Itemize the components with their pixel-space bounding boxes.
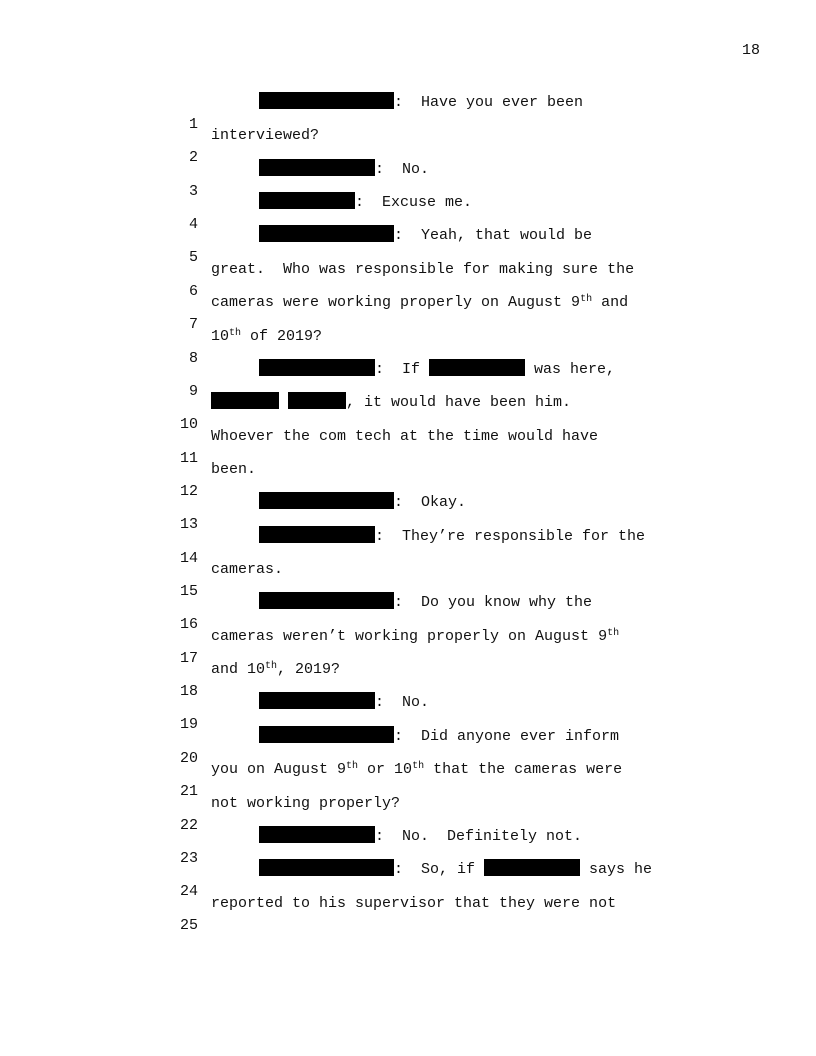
redaction-box bbox=[259, 492, 394, 509]
redaction-box bbox=[259, 726, 394, 743]
line-text: : Do you know why the bbox=[259, 592, 592, 614]
redaction-box bbox=[259, 225, 394, 242]
line-text: : No. bbox=[259, 692, 429, 714]
line-text: great. Who was responsible for making sure the bbox=[211, 260, 635, 278]
line-number: 17 bbox=[179, 649, 198, 667]
redaction-box bbox=[259, 159, 375, 176]
line-text: : Did anyone ever inform bbox=[259, 726, 619, 748]
transcript-line bbox=[0, 592, 816, 634]
transcript-line bbox=[0, 692, 816, 734]
transcript-line bbox=[0, 159, 816, 200]
line-text: : Okay. bbox=[259, 492, 466, 514]
redaction-box bbox=[259, 192, 355, 209]
transcript-line bbox=[0, 793, 816, 834]
line-number: 1 bbox=[188, 116, 198, 133]
line-number: 11 bbox=[179, 449, 198, 467]
line-number: 14 bbox=[179, 549, 198, 567]
line-number: 4 bbox=[188, 216, 198, 234]
transcript-body bbox=[0, 92, 816, 934]
line-number: 10 bbox=[179, 416, 198, 434]
transcript-line bbox=[0, 659, 816, 701]
line-number: 3 bbox=[188, 182, 198, 200]
redaction-box bbox=[288, 392, 346, 409]
redaction-box bbox=[484, 859, 580, 876]
line-text: : So, if says he bbox=[259, 859, 652, 881]
line-text: reported to his supervisor that they were not bbox=[211, 894, 617, 912]
line-number: 7 bbox=[188, 316, 198, 334]
line-text: and 10th, 2019? bbox=[211, 661, 341, 679]
line-number: 2 bbox=[188, 149, 198, 167]
line-text: : Excuse me. bbox=[259, 192, 472, 214]
line-text: 10th of 2019? bbox=[211, 327, 323, 345]
line-text: : Have you ever been bbox=[259, 92, 583, 114]
transcript-line bbox=[0, 826, 816, 867]
line-number: 12 bbox=[179, 482, 198, 500]
line-text: : Yeah, that would be bbox=[259, 225, 592, 247]
line-text: , it would have been him. bbox=[211, 392, 571, 414]
transcript-line bbox=[0, 225, 816, 267]
transcript-line bbox=[0, 259, 816, 300]
transcript-line bbox=[0, 893, 816, 934]
transcript-line bbox=[0, 192, 816, 234]
page-number: 18 bbox=[742, 42, 761, 59]
line-text: : They’re responsible for the bbox=[259, 526, 645, 548]
line-number: 19 bbox=[179, 716, 198, 734]
transcript-line bbox=[0, 759, 816, 801]
line-number: 16 bbox=[179, 616, 198, 634]
line-number: 5 bbox=[188, 249, 198, 267]
transcript-line bbox=[0, 626, 816, 667]
line-number: 22 bbox=[179, 816, 198, 834]
line-text: cameras weren’t working properly on August 9th bbox=[211, 627, 620, 645]
transcript-line bbox=[0, 859, 816, 901]
transcript-line bbox=[0, 526, 816, 567]
redaction-box bbox=[259, 359, 375, 376]
line-text: been. bbox=[211, 460, 257, 478]
transcript-line bbox=[0, 125, 816, 167]
transcript-line bbox=[0, 359, 816, 400]
line-number: 8 bbox=[188, 349, 198, 367]
transcript-line bbox=[0, 292, 816, 334]
line-number: 21 bbox=[179, 783, 198, 801]
line-text: : No. bbox=[259, 159, 429, 181]
line-number: 24 bbox=[179, 883, 198, 901]
line-text: cameras. bbox=[211, 561, 284, 579]
line-text: not working properly? bbox=[211, 794, 401, 812]
transcript-line bbox=[0, 559, 816, 601]
line-number: 9 bbox=[188, 382, 198, 400]
transcript-line bbox=[0, 459, 816, 500]
line-number: 18 bbox=[179, 683, 198, 701]
line-number: 6 bbox=[188, 282, 198, 300]
redaction-box bbox=[429, 359, 525, 376]
line-number: 23 bbox=[179, 849, 198, 867]
redaction-box bbox=[259, 826, 375, 843]
line-number: 20 bbox=[179, 749, 198, 767]
line-text: : If was here, bbox=[259, 359, 615, 381]
line-text: : No. Definitely not. bbox=[259, 826, 582, 848]
redaction-box bbox=[259, 92, 394, 109]
redaction-box bbox=[211, 392, 279, 409]
transcript-line bbox=[0, 426, 816, 467]
line-number: 15 bbox=[179, 583, 198, 601]
transcript-line bbox=[0, 392, 816, 434]
transcript-line bbox=[0, 92, 816, 133]
transcript-line bbox=[0, 726, 816, 767]
redaction-box bbox=[259, 859, 394, 876]
line-text: you on August 9th or 10th that the cameras were bbox=[211, 761, 623, 779]
transcript-line bbox=[0, 492, 816, 534]
line-number: 25 bbox=[179, 916, 198, 934]
line-text: interviewed? bbox=[211, 127, 320, 145]
line-text: cameras were working properly on August 9th and bbox=[211, 294, 629, 312]
line-text: Whoever the com tech at the time would have bbox=[211, 427, 599, 445]
redaction-box bbox=[259, 592, 394, 609]
line-number: 13 bbox=[179, 516, 198, 534]
redaction-box bbox=[259, 692, 375, 709]
redaction-box bbox=[259, 526, 375, 543]
transcript-line bbox=[0, 326, 816, 367]
